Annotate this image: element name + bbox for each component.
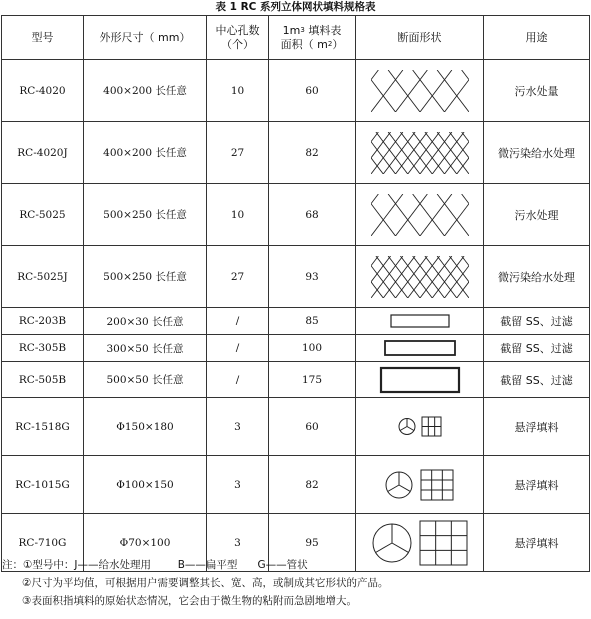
- area-cell: 68: [269, 184, 356, 246]
- flat-rect-large-icon: [378, 365, 462, 395]
- header-use: 用途: [484, 16, 590, 60]
- use-cell: 悬浮填料: [484, 398, 590, 456]
- table-row: [2, 362, 590, 398]
- holes-cell: 10: [207, 184, 269, 246]
- use-cell: 微污染给水处理: [484, 122, 590, 184]
- note-3: ③表面积指填料的原始状态情况，它会由于微生物的粘附而急剧地增大。: [2, 595, 357, 607]
- shape-cell: [356, 362, 484, 398]
- model-cell: RC-1015G: [2, 456, 84, 514]
- holes-cell: 3: [207, 456, 269, 514]
- model-cell: RC-5025J: [2, 246, 84, 308]
- holes-cell: 27: [207, 246, 269, 308]
- size-cell: 500×250 长任意: [84, 246, 207, 308]
- model-cell: RC-1518G: [2, 398, 84, 456]
- mesh-fine-icon: [370, 255, 470, 299]
- size-cell: Φ150×180: [84, 398, 207, 456]
- table-row: [2, 456, 590, 514]
- header-holes-line2: （个）: [221, 37, 254, 51]
- notes: [2, 556, 588, 610]
- use-cell: 悬浮填料: [484, 456, 590, 514]
- size-cell: 500×250 长任意: [84, 184, 207, 246]
- size-cell: 400×200 长任意: [84, 60, 207, 122]
- table-row: [2, 60, 590, 122]
- table-row: [2, 335, 590, 362]
- shape-cell: [356, 60, 484, 122]
- note-2: ②尺寸为平均值，可根据用户需要调整其长、宽、高，或制成其它形状的产品。: [2, 577, 389, 589]
- use-cell: 截留 SS、过滤: [484, 308, 590, 335]
- header-area: [269, 16, 356, 60]
- area-cell: 82: [269, 456, 356, 514]
- header-holes: [207, 16, 269, 60]
- use-cell: 微污染给水处理: [484, 246, 590, 308]
- area-cell: 85: [269, 308, 356, 335]
- area-cell: 175: [269, 362, 356, 398]
- header-shape: 断面形状: [356, 16, 484, 60]
- area-cell: 60: [269, 60, 356, 122]
- header-area-line1-tail: 填料表: [304, 23, 342, 37]
- size-cell: 200×30 长任意: [84, 308, 207, 335]
- holes-cell: /: [207, 308, 269, 335]
- area-cell: 100: [269, 335, 356, 362]
- model-cell: RC-4020J: [2, 122, 84, 184]
- table-caption: 表 1 RC 系列立体网状填料规格表: [215, 1, 376, 13]
- flat-rect-medium-icon: [382, 338, 458, 358]
- header-row: [2, 16, 590, 60]
- model-cell: RC-305B: [2, 335, 84, 362]
- area-cell: 82: [269, 122, 356, 184]
- note-1: 注：①型号中：J——给水处理用 B——扁平型 G——管状: [2, 559, 308, 571]
- holes-cell: /: [207, 362, 269, 398]
- header-model: 型号: [2, 16, 84, 60]
- use-cell: 悬浮填料: [484, 514, 590, 572]
- holes-cell: /: [207, 335, 269, 362]
- use-cell: 截留 SS、过滤: [484, 335, 590, 362]
- shape-cell: [356, 308, 484, 335]
- table-row: [2, 246, 590, 308]
- table-row: [2, 308, 590, 335]
- header-holes-line1: 中心孔数: [215, 23, 260, 37]
- area-cell: 93: [269, 246, 356, 308]
- model-cell: RC-505B: [2, 362, 84, 398]
- table-row: [2, 398, 590, 456]
- size-cell: 400×200 长任意: [84, 122, 207, 184]
- header-size: 外形尺寸（ mm）: [84, 16, 207, 60]
- shape-cell: [356, 184, 484, 246]
- shape-cell: [356, 456, 484, 514]
- use-cell: 污水处理: [484, 184, 590, 246]
- holes-cell: 3: [207, 514, 269, 572]
- model-cell: RC-4020: [2, 60, 84, 122]
- shape-cell: [356, 335, 484, 362]
- model-cell: RC-5025: [2, 184, 84, 246]
- flat-rect-small-icon: [388, 312, 452, 330]
- holes-cell: 3: [207, 398, 269, 456]
- size-cell: Φ100×150: [84, 456, 207, 514]
- size-cell: 500×50 长任意: [84, 362, 207, 398]
- size-cell: 300×50 长任意: [84, 335, 207, 362]
- use-cell: 污水处量: [484, 60, 590, 122]
- shape-cell: [356, 246, 484, 308]
- shape-cell: [356, 398, 484, 456]
- holes-cell: 27: [207, 122, 269, 184]
- mesh-fine-icon: [370, 131, 470, 175]
- model-cell: RC-203B: [2, 308, 84, 335]
- tube-small-icon: [396, 414, 444, 439]
- table-row: [2, 184, 590, 246]
- header-area-line2-sup: 2: [327, 39, 333, 48]
- mesh-coarse-icon: [370, 69, 470, 113]
- header-area-line2-post: ）: [332, 37, 344, 51]
- header-area-line2-pre: 面积（ m: [280, 37, 328, 51]
- shape-cell: [356, 122, 484, 184]
- table-row: [2, 122, 590, 184]
- size-cell: Φ70×100: [84, 514, 207, 572]
- spec-table: [1, 15, 590, 572]
- tube-medium-icon: [383, 467, 456, 503]
- header-area-prefix: 1m: [282, 23, 301, 37]
- area-cell: 95: [269, 514, 356, 572]
- use-cell: 截留 SS、过滤: [484, 362, 590, 398]
- mesh-coarse-icon: [370, 193, 470, 237]
- model-cell: RC-710G: [2, 514, 84, 572]
- area-cell: 60: [269, 398, 356, 456]
- holes-cell: 10: [207, 60, 269, 122]
- header-area-sup: 3: [300, 25, 305, 34]
